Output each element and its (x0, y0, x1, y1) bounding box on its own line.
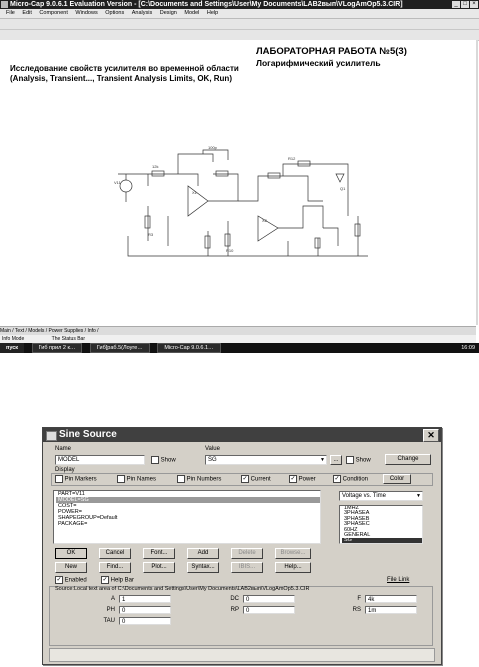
svg-text:R3: R3 (148, 232, 154, 237)
menu-model[interactable]: Model (184, 10, 200, 16)
param-f-label: F (357, 596, 361, 602)
svg-text:X1: X1 (192, 190, 197, 195)
menu-windows[interactable]: Windows (75, 10, 98, 16)
param-rp-field[interactable]: 0 (243, 606, 295, 614)
list-item[interactable]: 60HZ (344, 526, 358, 533)
pin-numbers-checkbox[interactable] (177, 475, 221, 483)
param-tau-field[interactable]: 0 (119, 617, 171, 625)
name-show-checkbox[interactable] (151, 456, 176, 464)
show-label: Show (355, 457, 371, 464)
transistor-symbol (336, 174, 344, 182)
value-label: Value (205, 446, 220, 452)
display-label: Display (55, 467, 75, 473)
microcap-title-bar (0, 0, 479, 9)
value-select[interactable] (205, 455, 327, 465)
param-ph-label: PH (106, 607, 115, 613)
pin-markers-label: Pin Markers (64, 476, 97, 483)
param-rs-field[interactable]: 1m (365, 606, 417, 614)
taskbar-clock: 16:09 (461, 345, 475, 351)
param-ph-field[interactable]: 0 (119, 606, 171, 614)
helpbar-label: Help Bar (110, 577, 135, 584)
font-button[interactable]: Font... (143, 548, 175, 559)
list-item[interactable]: PACKAGE= (58, 521, 88, 527)
menu-component[interactable]: Component (39, 10, 68, 16)
show-label: Show (160, 457, 176, 464)
lab-subtitle: Логарифмический усилитель (256, 58, 381, 68)
checkbox-icon[interactable] (177, 475, 185, 483)
chevron-down-icon[interactable]: ▼ (320, 457, 325, 463)
color-button[interactable]: Color (383, 474, 411, 484)
checkmark-icon[interactable]: ✓ (290, 476, 296, 482)
value-select-text: SG (208, 457, 217, 463)
svg-text:100p: 100p (208, 146, 217, 150)
taskbar-task[interactable]: Гиб[раб.5(Лоуге… (90, 343, 150, 353)
maximize-icon[interactable]: □ (461, 1, 469, 8)
menu-file[interactable]: File (6, 10, 15, 16)
param-dc-field[interactable]: 0 (243, 595, 295, 603)
list-item[interactable]: COST= (58, 503, 77, 509)
checkbox-icon[interactable] (151, 456, 159, 464)
new-button[interactable]: New (55, 562, 87, 573)
current-checkbox[interactable] (241, 475, 271, 483)
chevron-down-icon[interactable]: ▼ (416, 493, 421, 499)
change-button[interactable]: Change (385, 454, 431, 465)
power-label: Power (298, 476, 316, 483)
list-item[interactable]: 1MHZ (344, 505, 359, 511)
checkbox-icon[interactable] (117, 475, 125, 483)
enabled-checkbox[interactable] (55, 576, 87, 584)
status-mode: Info Mode (2, 336, 25, 342)
menu-analysis[interactable]: Analysis (131, 10, 153, 16)
svg-text:R10: R10 (226, 248, 234, 253)
plot-button[interactable]: Plot... (143, 562, 175, 573)
list-item[interactable]: GENERAL (344, 532, 371, 539)
list-item[interactable]: 3PHASEB (344, 515, 370, 522)
param-a-label: A (110, 596, 115, 602)
ok-button[interactable]: OK (55, 548, 87, 559)
status-bar (0, 335, 476, 343)
lab-title: ЛАБОРАТОРНАЯ РАБОТА №5(3) (256, 46, 407, 57)
ibis-button[interactable]: IBIS... (231, 562, 263, 573)
pin-numbers-label: Pin Numbers (186, 476, 222, 483)
close-icon[interactable]: × (470, 1, 478, 8)
helpbar-checkbox[interactable] (101, 576, 134, 584)
svg-text:12k: 12k (152, 164, 159, 169)
opamp-symbol-2 (258, 216, 278, 241)
param-tau-label: TAU (103, 618, 115, 624)
close-icon[interactable]: ✕ (423, 429, 439, 442)
param-dc-label: DC (230, 596, 239, 602)
param-a-field[interactable]: 1 (119, 595, 171, 603)
svg-text:Q1: Q1 (340, 186, 346, 191)
property-list[interactable] (53, 490, 321, 544)
list-item[interactable]: 3PHASEA (344, 510, 370, 517)
syntax-button[interactable]: Syntax... (187, 562, 219, 573)
checkbox-icon[interactable] (55, 475, 63, 483)
research-note: Исследование свойств усилителя во временной области (Analysis, Transient..., Transient Analysis Limits, OK, Run) (10, 64, 239, 83)
browse-button[interactable]: Browse... (275, 548, 311, 559)
plot-type-select[interactable] (339, 491, 423, 501)
list-item-selected[interactable]: MODEL=SG (56, 497, 320, 503)
menu-options[interactable]: Options (105, 10, 125, 16)
list-item[interactable]: SHAPEGROUP=Default (58, 515, 118, 521)
list-item[interactable]: POWER= (58, 509, 82, 515)
param-f-field[interactable]: 4k (365, 595, 417, 603)
current-label: Current (250, 476, 271, 483)
list-item[interactable]: 3PHASEC (344, 521, 370, 528)
pin-names-label: Pin Names (126, 476, 157, 483)
resistor-symbol (152, 171, 164, 176)
svg-text:X2: X2 (262, 218, 267, 223)
cancel-button[interactable]: Cancel (99, 548, 131, 559)
add-button[interactable]: Add (187, 548, 219, 559)
list-item-selected[interactable]: SG (342, 538, 422, 543)
param-rp-label: RP (230, 607, 239, 613)
delete-button[interactable]: Delete (231, 548, 263, 559)
svg-text:R12: R12 (288, 156, 296, 161)
plot-type-text: Voltage vs. Time (342, 493, 387, 499)
checkmark-icon[interactable]: ✓ (102, 577, 108, 583)
checkmark-icon[interactable]: ✓ (56, 577, 62, 583)
find-button[interactable]: Find... (99, 562, 131, 573)
taskbar-task[interactable]: Гиб прил 2 к… (32, 343, 83, 353)
status-text: The Status Bar (51, 336, 85, 342)
pin-markers-checkbox[interactable] (55, 475, 97, 483)
model-list[interactable] (339, 505, 423, 544)
list-item[interactable]: PART=V11 (58, 491, 85, 497)
menu-bar (0, 9, 479, 19)
condition-checkbox[interactable] (333, 475, 368, 483)
power-checkbox[interactable] (289, 475, 316, 483)
taskbar-task[interactable]: Micro-Cap 9.0.6.1… (157, 343, 220, 353)
menu-help[interactable]: Help (206, 10, 219, 16)
circuit-schematic[interactable] (108, 146, 378, 264)
dialog-title: Sine Source (59, 429, 117, 440)
microcap-title: Micro-Cap 9.0.6.1 Evaluation Version - [C:\Documents and Settings\User\My Documents\LAB2вып\VLogAmOp5.3.CIR] (10, 1, 403, 8)
checkbox-icon[interactable] (346, 456, 354, 464)
file-link[interactable]: File Link (387, 577, 410, 583)
checkmark-icon[interactable]: ✓ (334, 476, 340, 482)
menu-design[interactable]: Design (159, 10, 177, 16)
windows-taskbar (0, 343, 479, 353)
opamp-symbol-1 (188, 186, 208, 216)
pin-names-checkbox[interactable] (117, 475, 156, 483)
toolbar-main[interactable] (0, 19, 479, 30)
help-bar-area (49, 648, 435, 662)
condition-label: Condition (342, 476, 369, 483)
minimize-icon[interactable]: _ (452, 1, 460, 8)
enabled-label: Enabled (64, 577, 87, 584)
value-more-button[interactable]: ... (330, 455, 342, 465)
name-field[interactable]: MODEL (55, 455, 145, 465)
app-icon (1, 1, 8, 8)
help-button[interactable]: Help... (275, 562, 311, 573)
dialog-icon (46, 431, 57, 441)
page-tabs[interactable]: Main / Text / Models / Power Supplies / Info / (0, 326, 476, 335)
value-show-checkbox[interactable] (346, 456, 371, 464)
start-button[interactable]: пуск (0, 343, 24, 353)
svg-text:V11: V11 (114, 180, 121, 185)
name-label: Name (55, 446, 72, 452)
checkmark-icon[interactable]: ✓ (242, 476, 248, 482)
source-text: Source:Local text area of C:\Documents and Settings\User\My Documents\LAB2вып\VLogAmOp5.3.CIR (55, 586, 310, 592)
dialog-title-bar (43, 428, 441, 442)
sine-source-dialog (42, 427, 442, 665)
param-rs-label: RS (352, 607, 361, 613)
sine-source-symbol (120, 180, 132, 192)
menu-edit[interactable]: Edit (22, 10, 32, 16)
